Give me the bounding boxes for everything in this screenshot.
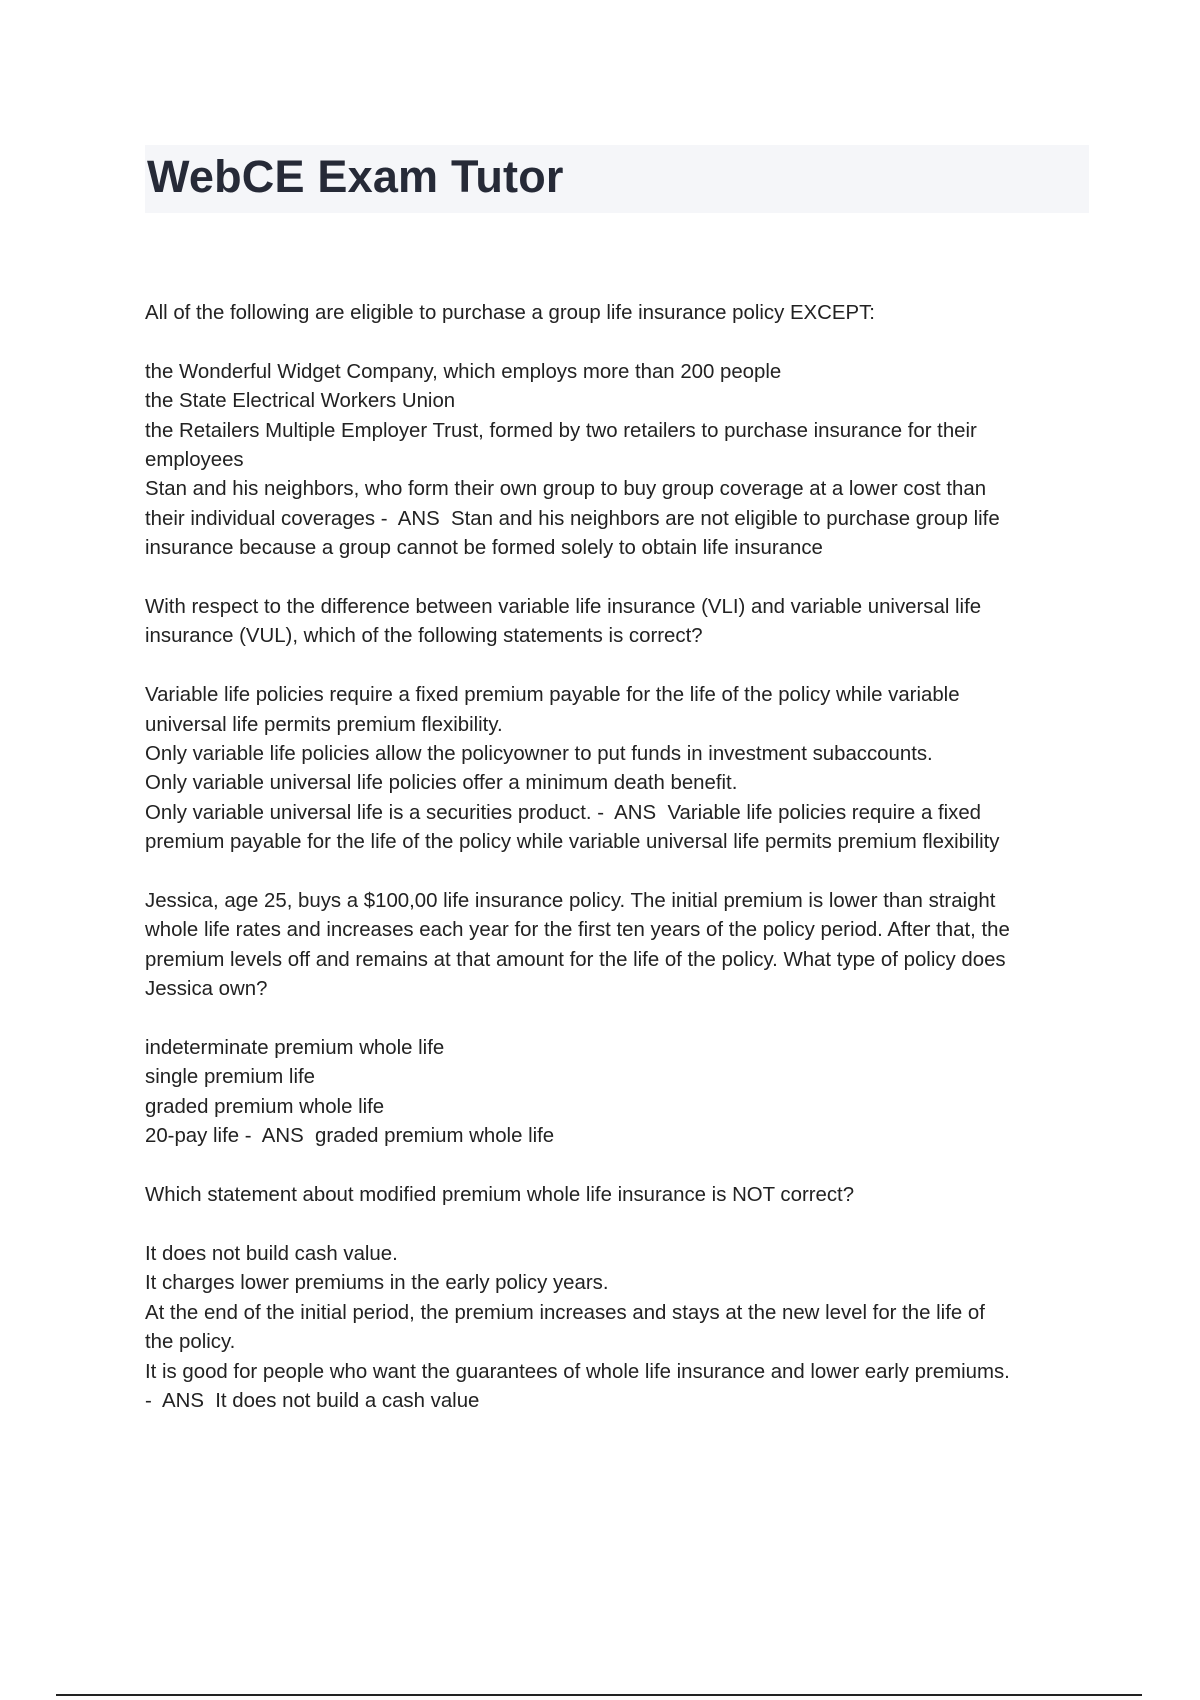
question-4-prompt bbox=[145, 1181, 1095, 1210]
prompt-line: With respect to the difference between variable life insurance (VLI) and variable universal life bbox=[145, 596, 982, 619]
option-line: employees bbox=[145, 449, 244, 472]
question-4-options bbox=[145, 1240, 1095, 1416]
answer-line: Only variable universal life is a securities product. - ANS Variable life policies require a fixed bbox=[145, 801, 982, 824]
prompt-line: Jessica own? bbox=[145, 978, 268, 1001]
option-line: It does not build cash value. bbox=[145, 1242, 398, 1265]
option-line: indeterminate premium whole life bbox=[145, 1037, 445, 1060]
prompt-line: Which statement about modified premium whole life insurance is NOT correct? bbox=[145, 1184, 855, 1207]
option-line: the Retailers Multiple Employer Trust, formed by two retailers to purchase insurance for their bbox=[145, 419, 977, 442]
answer-line: 20-pay life - ANS graded premium whole life bbox=[145, 1125, 555, 1148]
option-line: graded premium whole life bbox=[145, 1095, 385, 1118]
question-2-options bbox=[145, 681, 1095, 857]
option-line: the Wonderful Widget Company, which employs more than 200 people bbox=[145, 360, 782, 383]
option-line: Stan and his neighbors, who form their own group to buy group coverage at a lower cost than bbox=[145, 478, 987, 501]
option-line: single premium life bbox=[145, 1066, 315, 1089]
answer-line: - ANS It does not build a cash value bbox=[145, 1389, 480, 1412]
question-2-prompt bbox=[145, 593, 1095, 652]
option-line: the State Electrical Workers Union bbox=[145, 390, 456, 413]
page-title: WebCE Exam Tutor bbox=[147, 151, 564, 202]
option-line: Only variable life policies allow the policyowner to put funds in investment subaccounts. bbox=[145, 743, 933, 766]
option-line: Only variable universal life policies offer a minimum death benefit. bbox=[145, 772, 738, 795]
option-line: Variable life policies require a fixed premium payable for the life of the policy while variable bbox=[145, 684, 960, 707]
question-3-prompt bbox=[145, 887, 1095, 1005]
answer-line: premium payable for the life of the policy while variable universal life permits premium flexibility bbox=[145, 831, 1000, 854]
document-body bbox=[145, 299, 1095, 1446]
option-line: It charges lower premiums in the early policy years. bbox=[145, 1272, 609, 1295]
question-1-prompt bbox=[145, 299, 1095, 328]
prompt-line: whole life rates and increases each year for the first ten years of the policy period. After that, the bbox=[145, 919, 1010, 942]
question-3-options bbox=[145, 1034, 1095, 1152]
prompt-line: All of the following are eligible to purchase a group life insurance policy EXCEPT: bbox=[145, 302, 875, 324]
answer-line: their individual coverages - ANS Stan and his neighbors are not eligible to purchase group life bbox=[145, 507, 1000, 530]
prompt-line: insurance (VUL), which of the following statements is correct? bbox=[145, 625, 703, 648]
option-line: It is good for people who want the guarantees of whole life insurance and lower early premiums. bbox=[145, 1360, 1010, 1383]
prompt-line: Jessica, age 25, buys a $100,00 life insurance policy. The initial premium is lower than straight bbox=[145, 890, 996, 913]
page-bottom-divider bbox=[56, 1694, 1142, 1696]
prompt-line: premium levels off and remains at that amount for the life of the policy. What type of policy does bbox=[145, 948, 1006, 971]
question-1-options bbox=[145, 358, 1095, 564]
title-banner bbox=[145, 145, 1089, 213]
answer-line: insurance because a group cannot be formed solely to obtain life insurance bbox=[145, 537, 823, 560]
option-line: universal life permits premium flexibility. bbox=[145, 713, 503, 736]
option-line: the policy. bbox=[145, 1331, 236, 1354]
option-line: At the end of the initial period, the premium increases and stays at the new level for the life of bbox=[145, 1301, 985, 1324]
